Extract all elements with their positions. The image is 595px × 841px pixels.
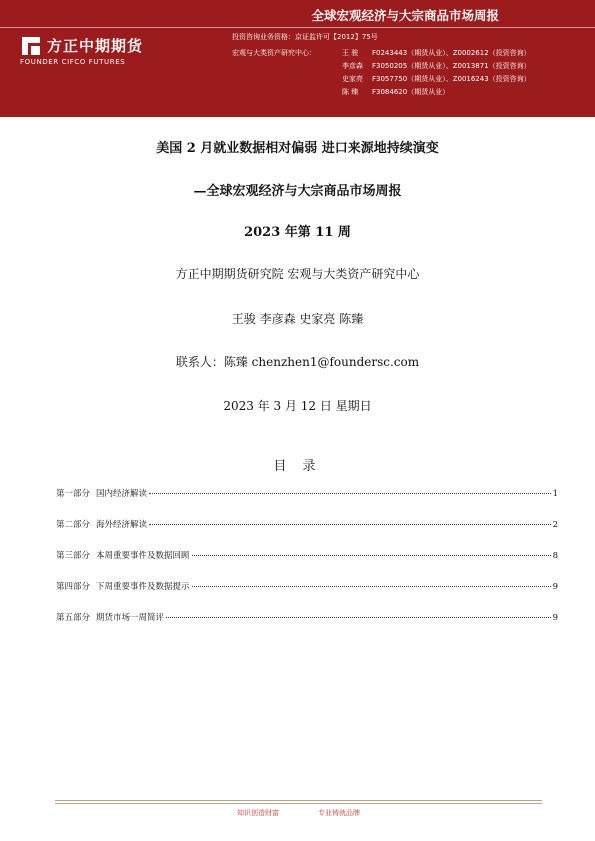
toc-title: 海外经济解读 (96, 520, 148, 530)
toc-entry-1[interactable] (56, 487, 558, 518)
toc-title: 国内经济解读 (96, 489, 148, 499)
sub-title: —全球宏观经济与大宗商品市场周报 (193, 184, 402, 199)
authors: 王骏 李彦森 史家亮 陈臻 (231, 312, 364, 326)
header-divider (0, 27, 595, 28)
table-of-contents (56, 487, 558, 642)
logo-icon (20, 35, 42, 57)
institute-name: 方正中期期货研究院 宏观与大类资产研究中心 (175, 267, 420, 281)
analyst-name: 李彦森 (342, 62, 363, 70)
analyst-name: 史家亮 (342, 75, 363, 83)
analyst-row (232, 47, 531, 60)
analyst-list (232, 47, 531, 99)
analyst-cert: F3050205（期货从业）、Z0013871（投资咨询） (372, 62, 531, 70)
logo-text-cn: 方正中期期货 (47, 37, 144, 55)
toc-entry-3[interactable] (56, 549, 558, 580)
footer-slogan-right: 专业铸就品牌 (318, 809, 360, 817)
toc-leader (192, 586, 551, 587)
analyst-cert: F3084620（期货从业） (372, 88, 450, 96)
header-band (0, 0, 595, 117)
toc-page: 2 (552, 520, 558, 530)
analyst-name: 陈 臻 (342, 88, 359, 96)
toc-page: 1 (552, 489, 558, 499)
toc-entry-4[interactable] (56, 580, 558, 611)
report-title: 全球宏观经济与大宗商品市场周报 (311, 8, 499, 23)
week-label: 2023 年第 11 周 (244, 225, 351, 240)
toc-part: 第五部分 (56, 613, 91, 623)
toc-part: 第四部分 (56, 582, 91, 592)
toc-leader (149, 493, 551, 494)
toc-part: 第二部分 (56, 520, 91, 530)
toc-leader (192, 555, 551, 556)
toc-entry-2[interactable] (56, 518, 558, 549)
toc-page: 9 (552, 582, 558, 592)
analyst-cert: F3057750（期货从业）、Z0016243（投资咨询） (372, 75, 531, 83)
toc-title: 期货市场一周简评 (96, 613, 165, 623)
footer-slogan-left: 知识创造财富 (237, 809, 279, 817)
department-label: 宏观与大类资产研究中心： (232, 49, 316, 57)
toc-title: 本周重要事件及数据回顾 (96, 551, 190, 561)
company-logo (20, 35, 180, 75)
toc-leader (149, 524, 551, 525)
analyst-row (232, 60, 531, 73)
footer-divider (55, 800, 542, 801)
toc-leader (166, 617, 551, 618)
analyst-name: 王 骏 (342, 49, 359, 57)
report-date: 2023 年 3 月 12 日 星期日 (223, 399, 372, 413)
main-title: 美国 2 月就业数据相对偏弱 进口来源地持续演变 (156, 141, 439, 156)
toc-page: 9 (552, 613, 558, 623)
contact-info: 联系人：陈臻 chenzhen1@foundersc.com (175, 355, 420, 369)
toc-part: 第一部分 (56, 489, 91, 499)
analyst-row (232, 86, 531, 99)
toc-title: 下周重要事件及数据提示 (96, 582, 190, 592)
toc-heading: 目 录 (273, 459, 322, 474)
toc-part: 第三部分 (56, 551, 91, 561)
logo-text-en: FOUNDER CIFCO FUTURES (20, 58, 126, 66)
qualification-text: 投资咨询业务资格：京证监许可【2012】75号 (232, 33, 378, 41)
analyst-cert: F0243443（期货从业）、Z0002612（投资咨询） (372, 49, 531, 57)
analyst-row (232, 73, 531, 86)
toc-entry-5[interactable] (56, 611, 558, 642)
toc-page: 8 (552, 551, 558, 561)
footer-divider (55, 803, 542, 804)
